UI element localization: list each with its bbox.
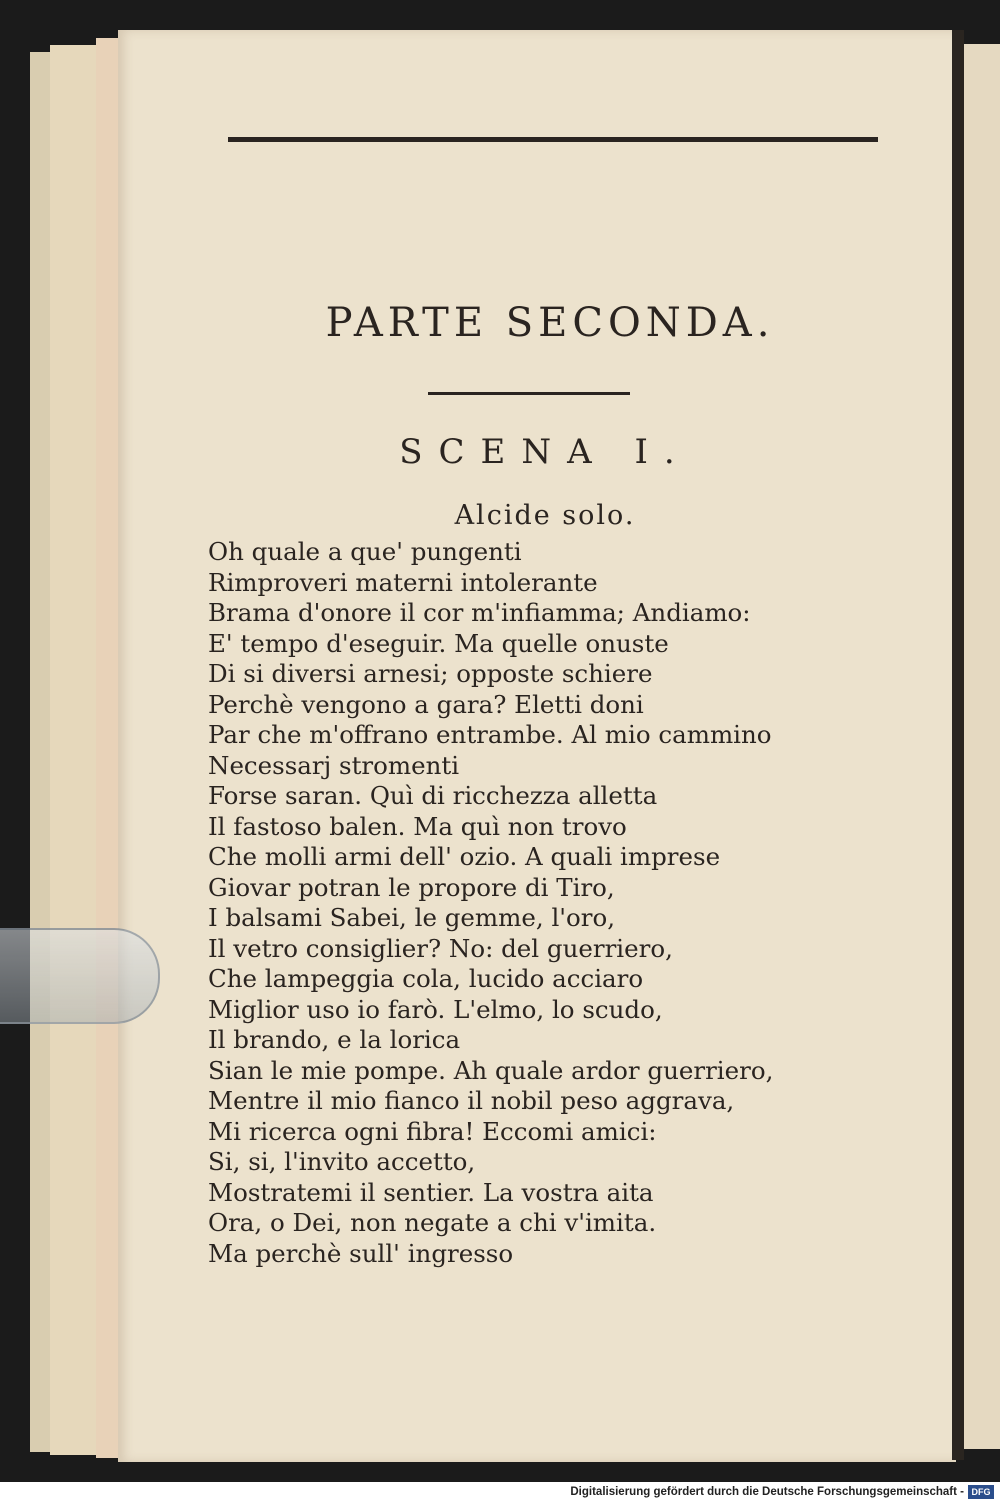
verse-line: Perchè vengono a gara? Eletti doni <box>208 689 644 719</box>
verse-line: Che lampeggia cola, lucido acciaro <box>208 964 644 993</box>
verse-line: Il fastoso balen. Ma quì non trovo <box>208 811 627 841</box>
verse-line: Ma perchè sull' ingresso <box>208 1238 514 1268</box>
verse-line: Forse saran. Quì di ricchezza alletta <box>208 781 658 810</box>
verse-line: Rimproveri materni intolerante <box>208 567 598 597</box>
glass-page-weight <box>0 928 160 1024</box>
verse-line: Che molli armi dell' ozio. A quali imprese <box>208 842 721 871</box>
scene-title: SCENA I. <box>399 432 691 472</box>
verse-line: I balsami Sabei, le gemme, l'oro, <box>208 903 616 932</box>
verse-line: Oh quale a que' pungenti <box>208 537 522 566</box>
verse-line: Il brando, e la lorica <box>208 1025 461 1054</box>
verse-line: Mostratemi il sentier. La vostra aita <box>208 1177 654 1207</box>
verse-line: Necessarj stromenti <box>208 750 460 780</box>
verse-line: Si, si, l'invito accetto, <box>208 1147 476 1176</box>
verse-line: Mentre il mio fianco il nobil peso aggrava, <box>208 1086 735 1115</box>
verse-line: Sian le mie pompe. Ah quale ardor guerriero, <box>208 1055 774 1085</box>
top-rule <box>228 137 878 142</box>
verse-line: Di si diversi arnesi; opposte schiere <box>208 659 653 688</box>
part-title: PARTE SECONDA. <box>325 300 775 346</box>
facing-page-edge <box>964 44 1000 1449</box>
verse-line: Giovar potran le propore di Tiro, <box>208 872 615 902</box>
verse-line: Mi ricerca ogni fibra! Eccomi amici: <box>208 1116 657 1146</box>
verse-line: Miglior uso io farò. L'elmo, lo scudo, <box>208 994 663 1024</box>
footer-credit: Digitalisierung gefördert durch die Deutsche Forschungsgemeinschaft - <box>570 1486 964 1498</box>
verse-text <box>208 537 908 1269</box>
verse-line: Brama d'onore il cor m'infiamma; Andiamo: <box>208 598 751 627</box>
verse-line: Par che m'offrano entrambe. Al mio cammino <box>208 720 772 749</box>
title-divider <box>428 392 630 395</box>
dfg-logo-icon: DFG <box>968 1485 994 1499</box>
verse-line: Il vetro consiglier? No: del guerriero, <box>208 933 673 963</box>
book-gutter <box>952 30 964 1460</box>
verse-line: E' tempo d'eseguir. Ma quelle onuste <box>208 628 669 658</box>
verse-line: Ora, o Dei, non negate a chi v'imita. <box>208 1208 657 1237</box>
speaker-heading: Alcide solo. <box>454 500 636 531</box>
